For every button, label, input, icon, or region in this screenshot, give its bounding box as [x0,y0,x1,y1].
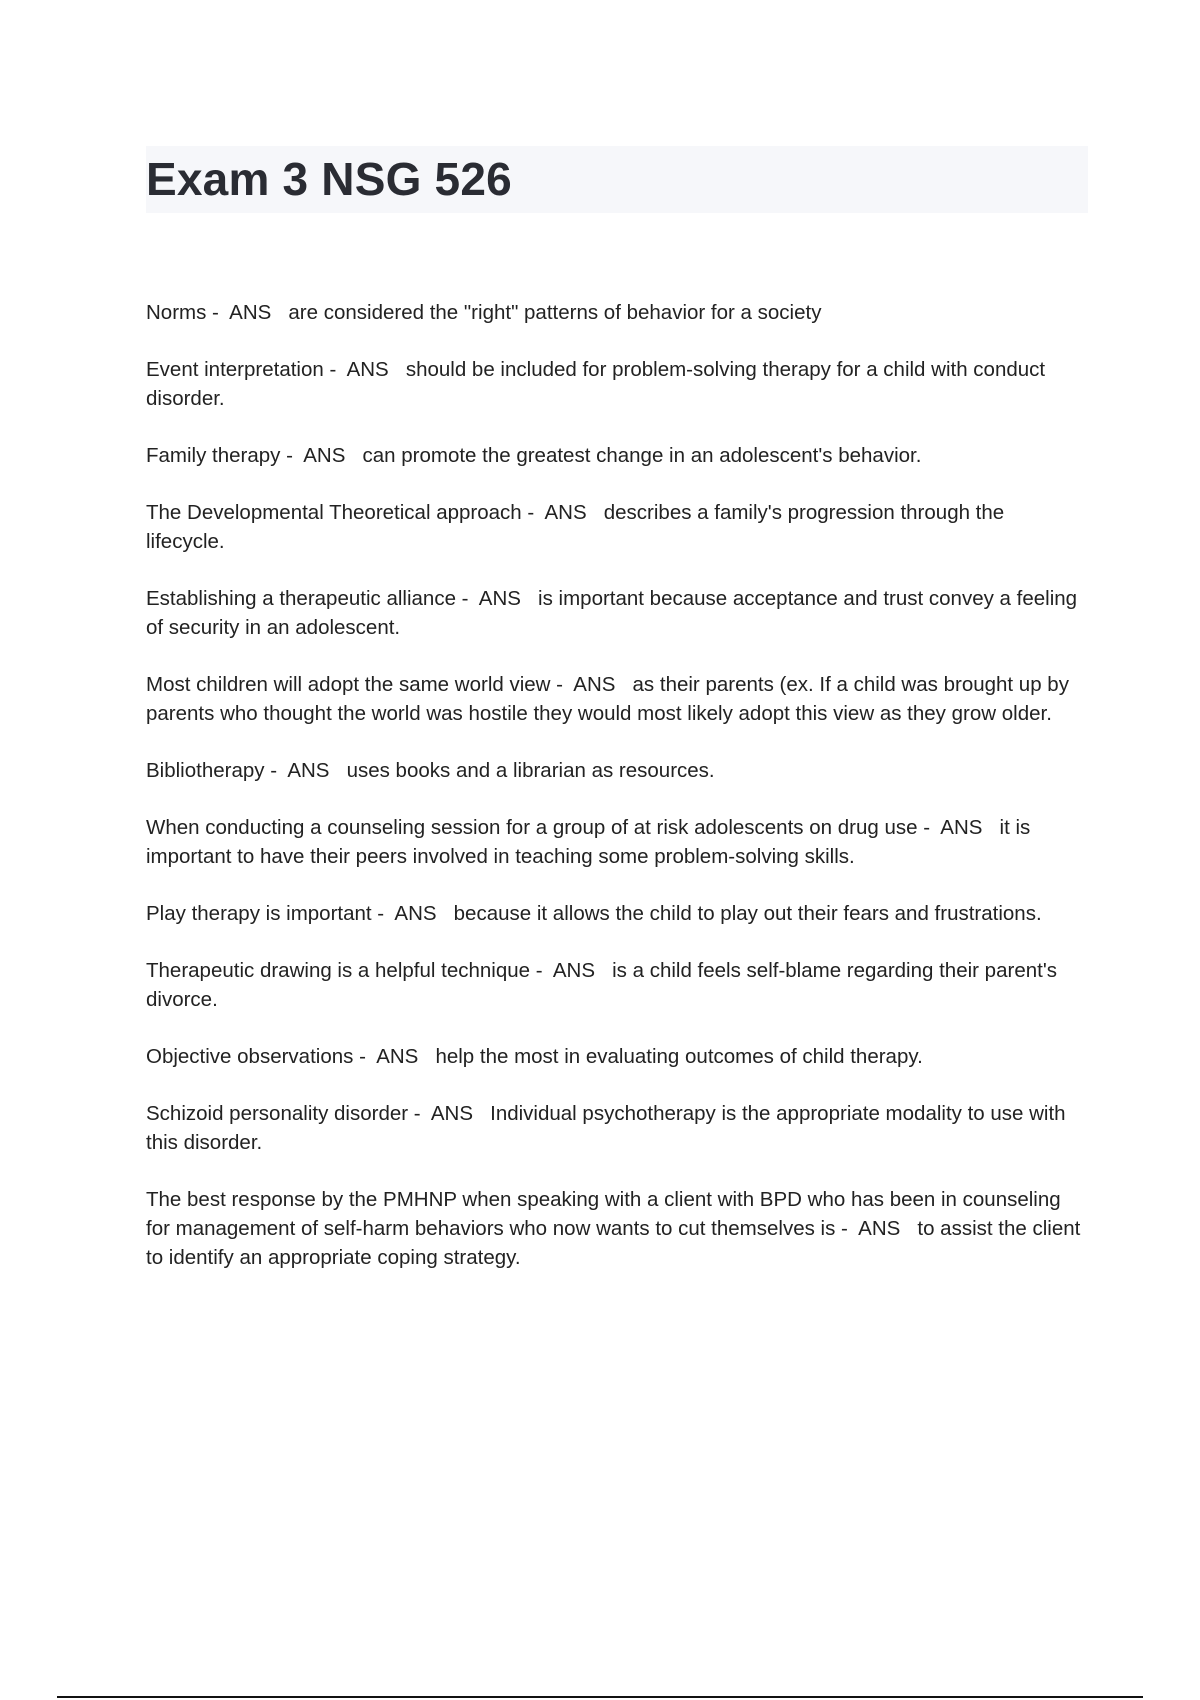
qa-answer: because it allows the child to play out their fears and frustrations. [453,902,1042,925]
qa-term: Event interpretation [146,358,324,381]
document-title: Exam 3 NSG 526 [146,153,512,205]
ans-label: ANS [573,673,616,696]
qa-answer: is a child feels self-blame regarding their parent's divorce. [146,959,1057,1011]
qa-answer: is important because acceptance and trust convey a feeling of security in an adolescent. [146,587,1078,639]
qa-item: Bibliotherapy - ANS uses books and a librarian as resources. [146,759,715,782]
qa-item: Most children will adopt the same world view - ANS as their parents (ex. If a child was brought up by parents who thought the world was hostile they would most likely adopt this view as they grow older. [146,673,1069,725]
qa-item: Norms - ANS are considered the "right" patterns of behavior for a society [146,301,822,324]
qa-answer: it is important to have their peers involved in teaching some problem-solving skills. [146,816,1031,868]
qa-item: Play therapy is important - ANS because it allows the child to play out their fears and frustrations. [146,902,1042,925]
qa-item: The Developmental Theoretical approach - ANS describes a family's progression through the lifecycle. [146,501,1005,553]
qa-answer: Individual psychotherapy is the appropriate modality to use with this disorder. [146,1102,1066,1154]
qa-term: Most children will adopt the same world view [146,673,551,696]
qa-answer: to assist the client to identify an appropriate coping strategy. [146,1217,1081,1269]
qa-item: Family therapy - ANS can promote the greatest change in an adolescent's behavior. [146,444,922,467]
footer-divider [57,1696,1143,1698]
ans-label: ANS [478,587,521,610]
qa-term: Therapeutic drawing is a helpful technique [146,959,531,982]
ans-label: ANS [544,501,587,524]
ans-label: ANS [229,301,272,324]
qa-answer: uses books and a librarian as resources. [346,759,715,782]
qa-term: Family therapy [146,444,281,467]
qa-item: Event interpretation - ANS should be included for problem-solving therapy for a child with conduct disorder. [146,358,1046,410]
qa-list [146,298,1086,1300]
qa-item: Schizoid personality disorder - ANS Individual psychotherapy is the appropriate modality to use with this disorder. [146,1102,1066,1154]
ans-label: ANS [430,1102,474,1125]
qa-term: Bibliotherapy [146,759,265,782]
qa-term: Play therapy is important [146,902,372,925]
qa-term: The best response by the PMHNP when speaking with a client with BPD who has been in counseling for management of self-harm behaviors who now wants to cut themselves is [146,1188,1061,1240]
qa-item: When conducting a counseling session for a group of at risk adolescents on drug use - ANS it is important to have their peers involved in teaching some problem-solving skills. [146,816,1031,868]
qa-answer: should be included for problem-solving therapy for a child with conduct disorder. [146,358,1046,410]
ans-label: ANS [940,816,983,839]
qa-term: Schizoid personality disorder [146,1102,409,1125]
ans-label: ANS [394,902,437,925]
qa-answer: describes a family's progression through the lifecycle. [146,501,1005,553]
ans-label: ANS [858,1217,901,1240]
ans-label: ANS [376,1045,419,1068]
qa-term: When conducting a counseling session for a group of at risk adolescents on drug use [146,816,918,839]
qa-term: The Developmental Theoretical approach [146,501,522,524]
qa-term: Establishing a therapeutic alliance [146,587,456,610]
qa-answer: as their parents (ex. If a child was brought up by parents who thought the world was hostile they would most likely adopt this view as they grow older. [146,673,1069,725]
ans-label: ANS [552,959,595,982]
qa-term: Norms [146,301,207,324]
qa-answer: can promote the greatest change in an adolescent's behavior. [362,444,922,467]
ans-label: ANS [303,444,346,467]
qa-item: Objective observations - ANS help the most in evaluating outcomes of child therapy. [146,1045,923,1068]
qa-answer: help the most in evaluating outcomes of child therapy. [435,1045,923,1068]
qa-item: Therapeutic drawing is a helpful technique - ANS is a child feels self-blame regarding their parent's divorce. [146,959,1057,1011]
qa-item: The best response by the PMHNP when speaking with a client with BPD who has been in counseling for management of self-harm behaviors who now wants to cut themselves is - ANS to assist the client to identify an appropriate coping strategy. [146,1188,1081,1269]
title-banner [146,146,1088,213]
qa-term: Objective observations [146,1045,354,1068]
ans-label: ANS [346,358,389,381]
qa-item: Establishing a therapeutic alliance - ANS is important because acceptance and trust convey a feeling of security in an adolescent. [146,587,1078,639]
ans-label: ANS [287,759,330,782]
qa-answer: are considered the "right" patterns of behavior for a society [288,301,822,324]
